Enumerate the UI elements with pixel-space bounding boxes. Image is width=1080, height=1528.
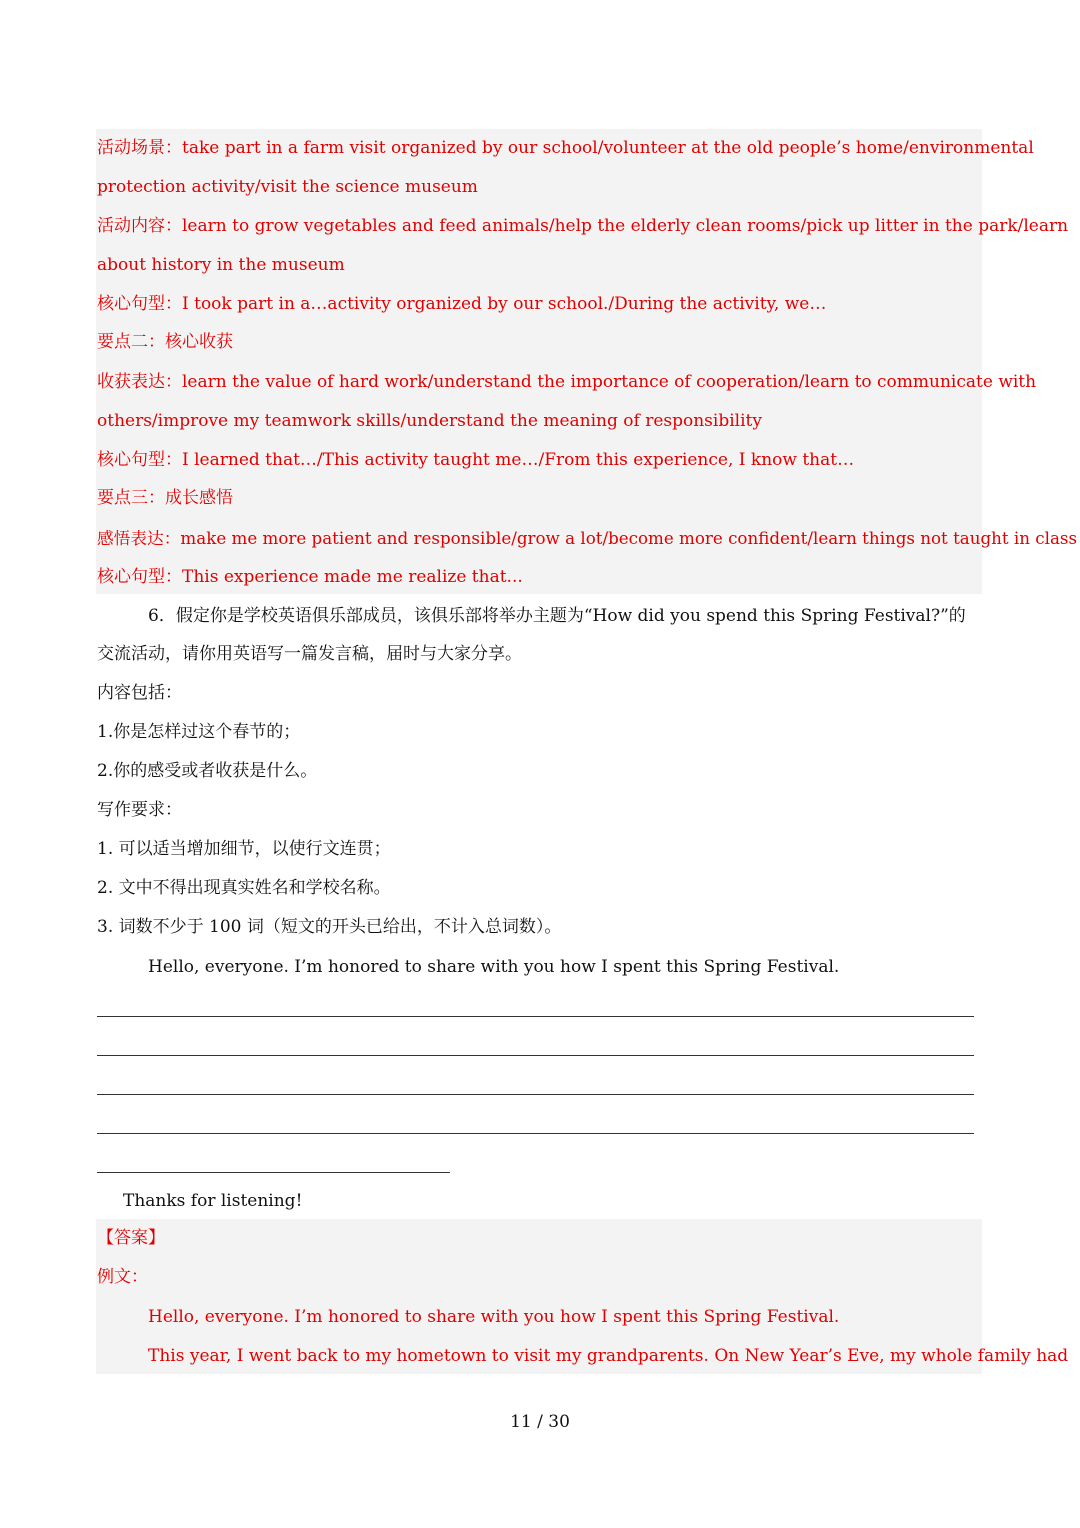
writing-line <box>97 1055 974 1056</box>
question-prompt-line-1: 6．假定你是学校英语俱乐部成员，该俱乐部将举办主题为“How did you spend this Spring Festival?”的 <box>148 606 966 626</box>
requirements-label: 写作要求： <box>97 800 182 820</box>
sample-line-1: Hello, everyone. I’m honored to share with you how I spent this Spring Festival. <box>148 1307 840 1327</box>
essay-opening: Hello, everyone. I’m honored to share with you how I spent this Spring Festival. <box>148 957 840 977</box>
guide-line-2: protection activity/visit the science museum <box>97 177 478 197</box>
essay-closing: Thanks for listening! <box>123 1191 303 1211</box>
sample-line-2: This year, I went back to my hometown to visit my grandparents. On New Year’s Eve, my whole family had <box>148 1346 1069 1366</box>
guide-heading-3: 要点三：成长感悟 <box>97 488 233 508</box>
guide-line-5: 核心句型：I took part in a…activity organized by our school./During the activity, we… <box>97 294 827 314</box>
writing-line <box>97 1133 974 1134</box>
page-number: 11 / 30 <box>510 1412 570 1432</box>
answer-label: 【答案】 <box>97 1228 165 1248</box>
guide-line-1: 活动场景：take part in a farm visit organized by our school/volunteer at the old people’s home/environmental <box>97 138 1034 158</box>
requirement-1: 1. 可以适当增加细节，以使行文连贯； <box>97 839 391 859</box>
guide-line-9: 核心句型：I learned that…/This activity taught me…/From this experience, I know that… <box>97 450 855 470</box>
content-item-2: 2.你的感受或者收获是什么。 <box>97 761 318 781</box>
guide-line-7: 收获表达：learn the value of hard work/understand the importance of cooperation/learn to communicate with <box>97 372 1037 392</box>
requirement-2: 2. 文中不得出现真实姓名和学校名称。 <box>97 878 391 898</box>
content-label: 内容包括： <box>97 683 182 703</box>
content-item-1: 1.你是怎样过这个春节的； <box>97 722 301 742</box>
question-prompt-line-2: 交流活动，请你用英语写一篇发言稿，届时与大家分享。 <box>97 644 522 664</box>
guide-line-8: others/improve my teamwork skills/understand the meaning of responsibility <box>97 411 762 431</box>
requirement-3: 3. 词数不少于 100 词（短文的开头已给出，不计入总词数）。 <box>97 917 562 937</box>
guide-line-12: 核心句型：This experience made me realize that... <box>97 567 523 587</box>
sample-label: 例文： <box>97 1267 148 1287</box>
guide-line-3: 活动内容：learn to grow vegetables and feed animals/help the elderly clean rooms/pick up litter in the park/learn <box>97 216 1069 236</box>
guide-line-4: about history in the museum <box>97 255 345 275</box>
writing-line-short <box>97 1172 450 1173</box>
writing-line <box>97 1016 974 1017</box>
guide-line-11: 感悟表达：make me more patient and responsible/grow a lot/become more confident/learn things not taught in class <box>97 528 1078 548</box>
guide-heading-2: 要点二：核心收获 <box>97 332 233 352</box>
writing-line <box>97 1094 974 1095</box>
